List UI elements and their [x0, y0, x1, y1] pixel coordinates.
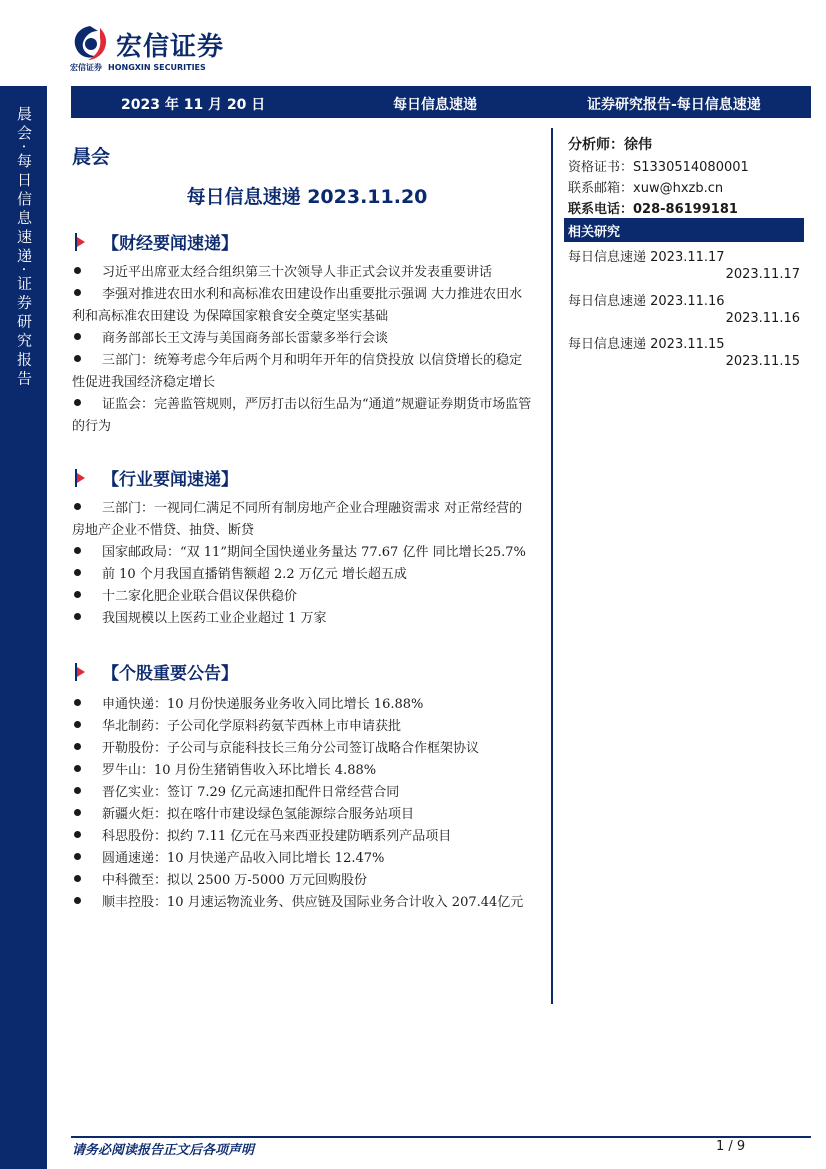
list-item: 李强对推进农田水利和高标准农田建设作出重要批示强调 大力推进农田水利和高标准农田建设 为保障国家粮食安全奠定坚实基础: [72, 287, 523, 324]
report-date: 2023 年 11 月 20 日: [121, 97, 266, 113]
analyst-name: 分析师：徐伟: [568, 137, 652, 153]
list-item: 顺丰控股：10 月速运物流业务、供应链及国际业务合计收入 207.44亿元: [72, 892, 532, 914]
related-item-title[interactable]: 每日信息速递 2023.11.15: [568, 337, 725, 352]
list-item: 科思股份：拟约 7.11 亿元在马来西亚投建防晒系列产品项目: [72, 826, 532, 848]
bullet-icon: [74, 831, 81, 838]
bullet-icon: [74, 743, 81, 750]
bullet-icon: [74, 897, 81, 904]
section-marker-icon: [72, 663, 86, 681]
sector-label: 晨会: [72, 146, 111, 168]
list-item: 习近平出席亚太经合组织第三十次领导人非正式会议并发表重要讲话: [72, 262, 532, 284]
bullet-icon: [74, 721, 81, 728]
logo-mark-icon: [70, 22, 110, 66]
list-item: 证监会：完善监管规则，严厉打击以衍生品为“通道”规避证券期货市场监管的行为: [72, 397, 532, 434]
footer-disclaimer: 请务必阅读报告正文后各项声明: [72, 1143, 255, 1158]
list-item: 罗牛山：10 月份生猪销售收入环比增长 4.88%: [72, 760, 532, 782]
brand-sub-cn: 宏信证券: [70, 63, 102, 72]
section-title: 【财经要闻速递】: [102, 234, 238, 254]
stock-announcement-list: [72, 694, 532, 914]
analyst-phone: 联系电话：028-86199181: [568, 202, 738, 217]
report-category: 证券研究报告-每日信息速递: [587, 97, 761, 113]
bullet-icon: [74, 809, 81, 816]
related-item-date: 2023.11.15: [725, 354, 800, 369]
list-item: 三部门：统筹考虑今年后两个月和明年开年的信贷投放 以信贷增长的稳定性促进我国经济稳定增长: [72, 353, 523, 390]
brand-subtitle: [70, 62, 212, 73]
column-divider: [551, 128, 553, 1004]
bullet-icon: [74, 765, 81, 772]
related-research-header: 相关研究: [564, 218, 804, 242]
list-item: 华北制药：子公司化学原料药氨苄西林上市申请获批: [72, 716, 532, 738]
bullet-icon: [74, 875, 81, 882]
bullet-icon: [74, 591, 81, 598]
list-item: 申通快递：10 月份快递服务业务收入同比增长 16.88%: [72, 694, 532, 716]
bullet-icon: [74, 503, 81, 510]
list-item: 商务部部长王文涛与美国商务部长雷蒙多举行会谈: [72, 328, 532, 350]
list-item: 中科微至：拟以 2500 万-5000 万元回购股份: [72, 870, 532, 892]
section-marker-icon: [72, 469, 86, 487]
related-item-title[interactable]: 每日信息速递 2023.11.16: [568, 294, 725, 309]
industry-news-list: [72, 498, 532, 630]
list-item: 圆通速递：10 月快递产品收入同比增长 12.47%: [72, 848, 532, 870]
bullet-icon: [74, 333, 81, 340]
list-item: 晋亿实业：签订 7.29 亿元高速扣配件日常经营合同: [72, 782, 532, 804]
list-item: 国家邮政局：“双 11”期间全国快递业务量达 77.67 亿件 同比增长25.7%: [72, 542, 532, 564]
bullet-icon: [74, 613, 81, 620]
bullet-icon: [74, 853, 81, 860]
related-item-title[interactable]: 每日信息速递 2023.11.17: [568, 250, 725, 265]
section-title: 【个股重要公告】: [102, 664, 238, 684]
related-item-date: 2023.11.16: [725, 311, 800, 326]
bullet-icon: [74, 547, 81, 554]
bullet-icon: [74, 699, 81, 706]
bullet-icon: [74, 787, 81, 794]
list-item: 三部门：一视同仁满足不同所有制房地产企业合理融资需求 对正常经营的房地产企业不惜贷、抽贷、断贷: [72, 501, 523, 538]
list-item: 前 10 个月我国直播销售额超 2.2 万亿元 增长超五成: [72, 564, 532, 586]
sidebar-vertical-text: 晨会·每日信息速递·证券研究报告: [15, 106, 33, 390]
brand-name: 宏信证券: [116, 32, 225, 62]
analyst-cert: 资格证书：S1330514080001: [568, 160, 749, 175]
footer-divider: [71, 1136, 811, 1138]
bullet-icon: [74, 267, 81, 274]
section-title: 【行业要闻速递】: [102, 470, 238, 490]
page-number: 1 / 9: [716, 1139, 746, 1154]
report-name: 每日信息速递: [393, 97, 477, 113]
finance-news-list: [72, 262, 532, 438]
list-item: 十二家化肥企业联合倡议保供稳价: [72, 586, 532, 608]
bullet-icon: [74, 289, 81, 296]
list-item: 新疆火炬：拟在喀什市建设绿色氢能源综合服务站项目: [72, 804, 532, 826]
bullet-icon: [74, 569, 81, 576]
brand-logo: [70, 22, 250, 74]
bullet-icon: [74, 399, 81, 406]
section-marker-icon: [72, 233, 86, 251]
bullet-icon: [74, 355, 81, 362]
list-item: 我国规模以上医药工业企业超过 1 万家: [72, 608, 532, 630]
brand-sub-en: HONGXIN SECURITIES: [108, 63, 206, 72]
analyst-email[interactable]: 联系邮箱：xuw@hxzb.cn: [568, 181, 724, 196]
header-bar: [71, 86, 811, 118]
related-item-date: 2023.11.17: [725, 267, 800, 282]
page-title: 每日信息速递 2023.11.20: [186, 186, 428, 208]
list-item: 开勒股份：子公司与京能科技长三角分公司签订战略合作框架协议: [72, 738, 532, 760]
left-sidebar: [0, 86, 47, 1169]
